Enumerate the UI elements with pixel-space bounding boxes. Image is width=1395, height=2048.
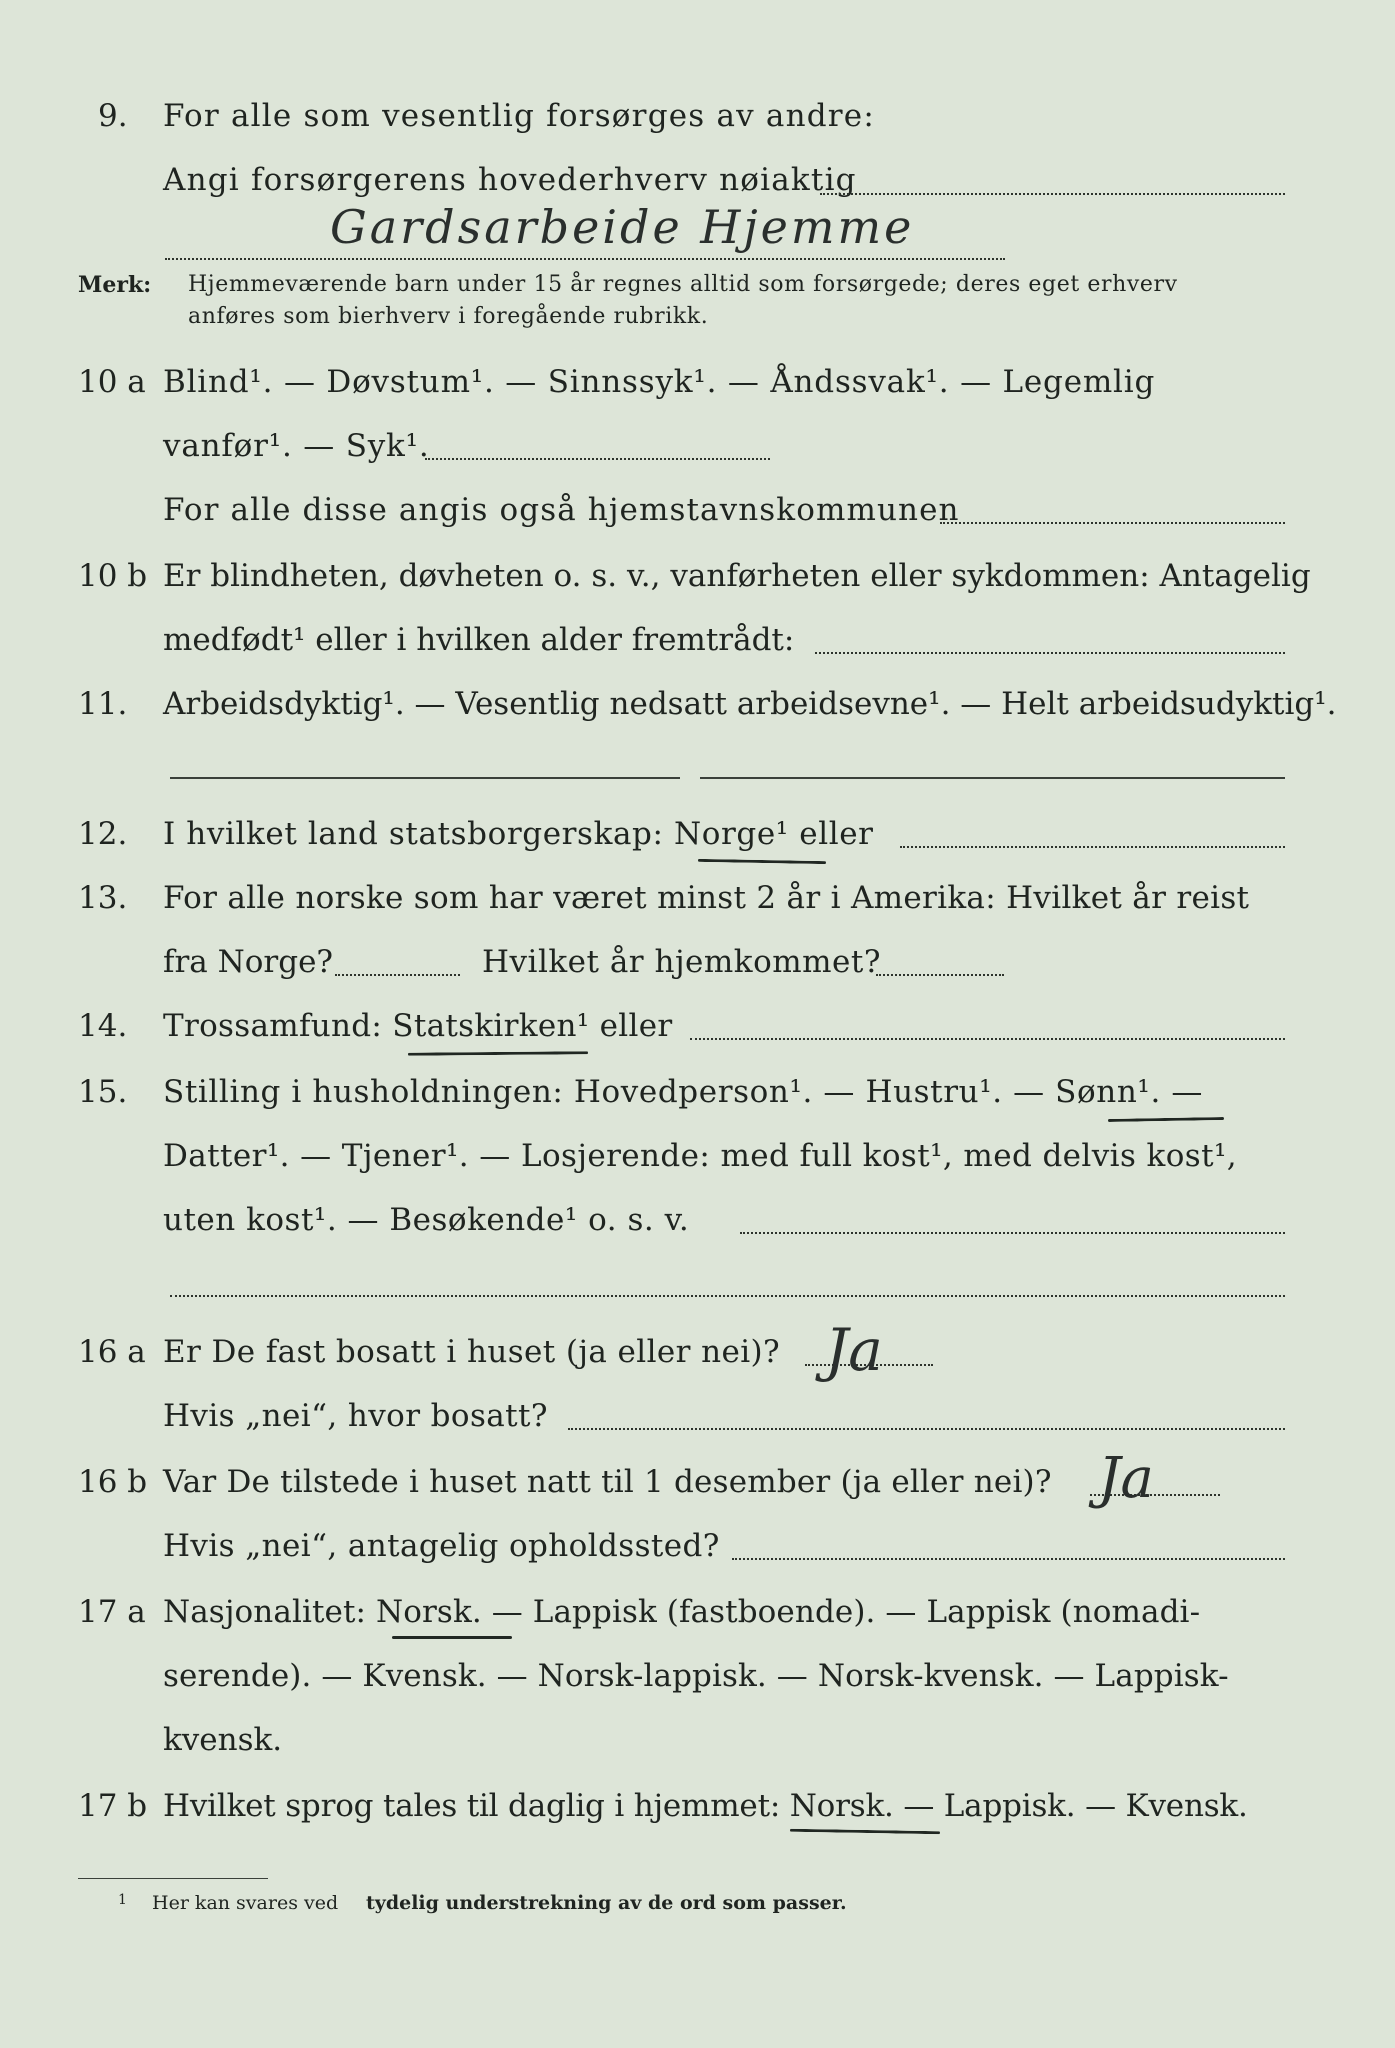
q10a-text-line2: vanfør¹. — Syk¹.: [163, 428, 430, 464]
q14-answer-line: [690, 1038, 1285, 1040]
q14-statskirken-underline: [408, 1051, 588, 1056]
q15-text-line1: Stilling i husholdningen: Hovedperson¹. — Hustru¹. — Sønn¹. —: [163, 1074, 1203, 1110]
q12-norge-underline: [698, 859, 826, 864]
q10b-text-line2: medfødt¹ eller i hvilken alder fremtrådt:: [163, 622, 795, 658]
q17a-norsk-underline: [392, 1636, 512, 1639]
q15-answer-line: [740, 1232, 1285, 1234]
q16b-text-line1: Var De tilstede i huset natt til 1 desember (ja eller nei)?: [163, 1464, 1052, 1500]
merk-label: Merk:: [78, 272, 152, 298]
q16a-text-line1: Er De fast bosatt i huset (ja eller nei)?: [163, 1334, 781, 1370]
q10a-text-line3: For alle disse angis også hjemstavnskommunen: [163, 492, 960, 528]
q16a-handwritten-answer: Ja: [825, 1316, 883, 1384]
q12-answer-line: [900, 846, 1285, 848]
merk-text-line2: anføres som bierhverv i foregående rubrikk.: [188, 304, 709, 329]
q11-text-line1: Arbeidsdyktig¹. — Vesentlig nedsatt arbeidsevne¹. — Helt arbeidsudyktig¹.: [163, 686, 1337, 722]
q11-number: 11.: [78, 686, 128, 722]
q16b-handwritten-answer: Ja: [1098, 1446, 1154, 1511]
footnote-mark: 1: [118, 1892, 127, 1908]
q9-text-line2: Angi forsørgerens hovederhverv nøiaktig: [163, 162, 857, 198]
section-rule-1b: [700, 777, 1285, 779]
section-rule-1a: [170, 777, 680, 779]
q9-answer-line: [820, 193, 1285, 195]
q17b-number: 17 b: [78, 1788, 148, 1824]
q9-text-line1: For alle som vesentlig forsørges av andre:: [163, 98, 875, 134]
q16a-bosatt-line: [568, 1428, 1285, 1430]
q15-sonn-underline: [1108, 1117, 1224, 1122]
q16a-text-line2: Hvis „nei“, hvor bosatt?: [163, 1398, 548, 1434]
q10b-text-line1: Er blindheten, døvheten o. s. v., vanførheten eller sykdommen: Antagelig: [163, 558, 1311, 594]
q10a-number: 10 a: [78, 364, 146, 400]
q10a-text-line1: Blind¹. — Døvstum¹. — Sinnssyk¹. — Åndssvak¹. — Legemlig: [163, 364, 1156, 400]
footnote-rule: [78, 1878, 268, 1879]
q17a-number: 17 a: [78, 1594, 146, 1630]
q13-text-line2a: fra Norge?: [163, 944, 334, 980]
q16b-text-line2: Hvis „nei“, antagelig opholdssted?: [163, 1528, 720, 1564]
q17a-text-line3: kvensk.: [163, 1722, 283, 1758]
q9-answer-line2: [165, 258, 1005, 260]
q16b-opholdssted-line: [732, 1558, 1285, 1560]
q9-handwritten-answer: Gardsarbeide Hjemme: [330, 200, 915, 254]
q16b-number: 16 b: [78, 1464, 148, 1500]
q17b-norsk-underline: [790, 1829, 940, 1835]
q10a-syk-line: [425, 458, 770, 460]
q13-text-line2b: Hvilket år hjemkommet?: [482, 944, 881, 980]
merk-text-line1: Hjemmeværende barn under 15 år regnes alltid som forsørgede; deres eget erhverv: [188, 272, 1178, 297]
q13-text-line1: For alle norske som har været minst 2 år i Amerika: Hvilket år reist: [163, 880, 1250, 916]
q13-reist-line: [335, 974, 460, 976]
q15-number: 15.: [78, 1074, 128, 1110]
footnote-text-plain: Her kan svares ved: [152, 1892, 339, 1914]
q10b-answer-line: [815, 652, 1285, 654]
q17b-text-line1: Hvilket sprog tales til daglig i hjemmet: Norsk. — Lappisk. — Kvensk.: [163, 1788, 1248, 1824]
section-rule-2: [170, 1295, 1285, 1297]
q10a-hjemstavn-line: [940, 522, 1285, 524]
q9-number: 9.: [98, 98, 128, 134]
q14-number: 14.: [78, 1008, 128, 1044]
q14-text-line1: Trossamfund: Statskirken¹ eller: [163, 1008, 673, 1044]
q12-text-line1: I hvilket land statsborgerskap: Norge¹ eller: [163, 816, 874, 852]
q15-text-line2: Datter¹. — Tjener¹. — Losjerende: med full kost¹, med delvis kost¹,: [163, 1138, 1238, 1174]
q10b-number: 10 b: [78, 558, 148, 594]
q13-hjemkommet-line: [876, 974, 1004, 976]
q17a-text-line2: serende). — Kvensk. — Norsk-lappisk. — Norsk-kvensk. — Lappisk-: [163, 1658, 1229, 1694]
q15-text-line3: uten kost¹. — Besøkende¹ o. s. v.: [163, 1202, 690, 1238]
q17a-text-line1: Nasjonalitet: Norsk. — Lappisk (fastboende). — Lappisk (nomadi-: [163, 1594, 1201, 1630]
q12-number: 12.: [78, 816, 128, 852]
footnote-text-bold: tydelig understrekning av de ord som passer.: [366, 1892, 847, 1914]
q16a-number: 16 a: [78, 1334, 146, 1370]
q13-number: 13.: [78, 880, 128, 916]
